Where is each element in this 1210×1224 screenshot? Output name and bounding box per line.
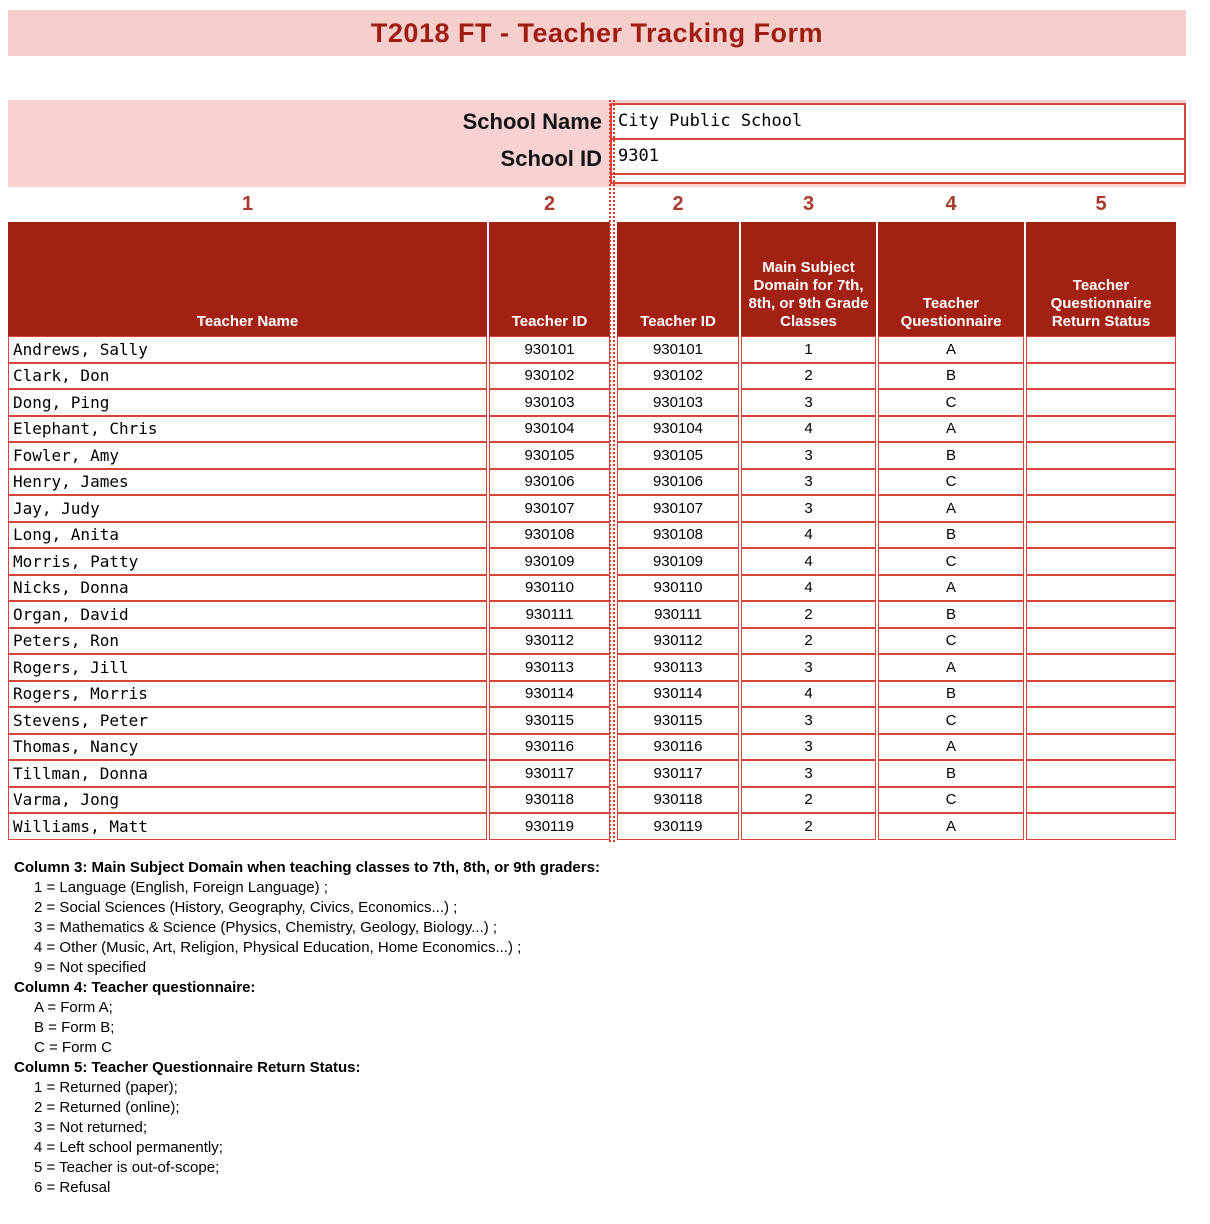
cell-questionnaire[interactable]: B xyxy=(878,681,1024,708)
school-id-input[interactable]: 9301 xyxy=(610,138,1186,175)
cell-name[interactable]: Stevens, Peter xyxy=(8,707,487,734)
cell-id2[interactable]: 930116 xyxy=(617,734,739,761)
cell-id[interactable]: 930111 xyxy=(489,601,610,628)
cell-questionnaire[interactable]: A xyxy=(878,734,1024,761)
cell-id2[interactable]: 930103 xyxy=(617,389,739,416)
cell-domain[interactable]: 2 xyxy=(741,813,876,840)
cell-status[interactable] xyxy=(1026,522,1176,549)
legend xyxy=(14,858,1114,1198)
cell-questionnaire[interactable]: C xyxy=(878,787,1024,814)
cell-domain[interactable]: 3 xyxy=(741,389,876,416)
cell-questionnaire[interactable]: C xyxy=(878,707,1024,734)
cell-status[interactable] xyxy=(1026,734,1176,761)
cell-domain[interactable]: 3 xyxy=(741,442,876,469)
legend-section-title-3: Column 5: Teacher Questionnaire Return Status: xyxy=(14,1059,361,1076)
cell-id[interactable]: 930112 xyxy=(489,628,610,655)
cell-id2[interactable]: 930118 xyxy=(617,787,739,814)
cell-status[interactable] xyxy=(1026,363,1176,390)
cell-status[interactable] xyxy=(1026,336,1176,363)
cell-domain[interactable]: 4 xyxy=(741,548,876,575)
legend-item: A = Form A; xyxy=(34,999,113,1016)
cell-domain[interactable]: 3 xyxy=(741,495,876,522)
cell-domain[interactable]: 4 xyxy=(741,416,876,443)
cell-id[interactable]: 930118 xyxy=(489,787,610,814)
cell-questionnaire[interactable]: A xyxy=(878,416,1024,443)
cell-name[interactable]: Dong, Ping xyxy=(8,389,487,416)
cell-id[interactable]: 930114 xyxy=(489,681,610,708)
cell-id[interactable]: 930117 xyxy=(489,760,610,787)
cell-name[interactable]: Varma, Jong xyxy=(8,787,487,814)
cell-name[interactable]: Organ, David xyxy=(8,601,487,628)
cell-id[interactable]: 930106 xyxy=(489,469,610,496)
cell-questionnaire[interactable]: A xyxy=(878,654,1024,681)
cell-status[interactable] xyxy=(1026,760,1176,787)
cell-name[interactable]: Fowler, Amy xyxy=(8,442,487,469)
cell-id2[interactable]: 930110 xyxy=(617,575,739,602)
cell-id[interactable]: 930103 xyxy=(489,389,610,416)
cell-status[interactable] xyxy=(1026,601,1176,628)
cell-id[interactable]: 930105 xyxy=(489,442,610,469)
cell-questionnaire[interactable]: A xyxy=(878,813,1024,840)
cell-id[interactable]: 930104 xyxy=(489,416,610,443)
cell-id[interactable]: 930116 xyxy=(489,734,610,761)
cell-status[interactable] xyxy=(1026,575,1176,602)
cell-name[interactable]: Henry, James xyxy=(8,469,487,496)
legend-item: 4 = Other (Music, Art, Religion, Physical Education, Home Economics...) ; xyxy=(34,939,522,956)
column-number-5: 4 xyxy=(945,192,957,215)
cell-status[interactable] xyxy=(1026,654,1176,681)
legend-item: 3 = Mathematics & Science (Physics, Chemistry, Geology, Biology...) ; xyxy=(34,919,498,936)
cell-name[interactable]: Rogers, Morris xyxy=(8,681,487,708)
cell-status[interactable] xyxy=(1026,548,1176,575)
school-header-block xyxy=(8,100,1186,187)
cell-questionnaire[interactable]: B xyxy=(878,760,1024,787)
cell-id[interactable]: 930110 xyxy=(489,575,610,602)
cell-name[interactable]: Tillman, Donna xyxy=(8,760,487,787)
cell-id2[interactable]: 930108 xyxy=(617,522,739,549)
cell-domain[interactable]: 1 xyxy=(741,336,876,363)
legend-item: 5 = Teacher is out-of-scope; xyxy=(34,1159,220,1176)
cell-id2[interactable]: 930117 xyxy=(617,760,739,787)
cell-id[interactable]: 930119 xyxy=(489,813,610,840)
cell-id2[interactable]: 930113 xyxy=(617,654,739,681)
column-header-3: Teacher ID xyxy=(617,222,739,336)
cell-id2[interactable]: 930114 xyxy=(617,681,739,708)
cell-name[interactable]: Elephant, Chris xyxy=(8,416,487,443)
cell-name[interactable]: Long, Anita xyxy=(8,522,487,549)
cell-domain[interactable]: 3 xyxy=(741,760,876,787)
cell-status[interactable] xyxy=(1026,469,1176,496)
cell-questionnaire[interactable]: C xyxy=(878,548,1024,575)
cell-domain[interactable]: 3 xyxy=(741,734,876,761)
cell-domain[interactable]: 2 xyxy=(741,363,876,390)
cell-questionnaire[interactable]: C xyxy=(878,389,1024,416)
cell-domain[interactable]: 3 xyxy=(741,707,876,734)
column-header-5: Teacher Questionnaire xyxy=(878,222,1024,336)
legend-item: 2 = Returned (online); xyxy=(34,1099,180,1116)
school-name-input[interactable]: City Public School xyxy=(610,103,1186,140)
cell-questionnaire[interactable]: B xyxy=(878,442,1024,469)
cell-id[interactable]: 930107 xyxy=(489,495,610,522)
cell-name[interactable]: Andrews, Sally xyxy=(8,336,487,363)
cell-name[interactable]: Thomas, Nancy xyxy=(8,734,487,761)
legend-item: 1 = Language (English, Foreign Language) ; xyxy=(34,879,328,896)
column-number-2: 2 xyxy=(543,192,556,215)
cell-id2[interactable]: 930106 xyxy=(617,469,739,496)
column-number-4: 3 xyxy=(802,192,815,215)
column-header-2: Teacher ID xyxy=(489,222,610,336)
cell-id2[interactable]: 930102 xyxy=(617,363,739,390)
legend-item: 6 = Refusal xyxy=(34,1179,111,1196)
legend-section-title-2: Column 4: Teacher questionnaire: xyxy=(14,979,256,996)
cell-name[interactable]: Rogers, Jill xyxy=(8,654,487,681)
column-number-6: 5 xyxy=(1095,192,1107,215)
cell-id[interactable]: 930102 xyxy=(489,363,610,390)
cell-id2[interactable]: 930109 xyxy=(617,548,739,575)
cell-domain[interactable]: 4 xyxy=(741,522,876,549)
cell-id2[interactable]: 930111 xyxy=(617,601,739,628)
school-labels xyxy=(8,100,610,187)
legend-section-title-1: Column 3: Main Subject Domain when teaching classes to 7th, 8th, or 9th graders: xyxy=(14,859,600,876)
cell-questionnaire[interactable]: A xyxy=(878,336,1024,363)
legend-item: 4 = Left school permanently; xyxy=(34,1139,223,1156)
tracking-table xyxy=(8,222,1176,840)
cell-id2[interactable]: 930107 xyxy=(617,495,739,522)
cell-questionnaire[interactable]: C xyxy=(878,628,1024,655)
cell-id2[interactable]: 930115 xyxy=(617,707,739,734)
column-numbers-row xyxy=(8,190,1176,218)
cell-status[interactable] xyxy=(1026,389,1176,416)
cell-id[interactable]: 930101 xyxy=(489,336,610,363)
page-title: T2018 FT - Teacher Tracking Form xyxy=(370,17,824,48)
cell-name[interactable]: Peters, Ron xyxy=(8,628,487,655)
legend-item: 1 = Returned (paper); xyxy=(34,1079,178,1096)
cell-questionnaire[interactable]: A xyxy=(878,495,1024,522)
school-id-label: School ID xyxy=(500,146,602,171)
cell-domain[interactable]: 2 xyxy=(741,628,876,655)
cell-id2[interactable]: 930105 xyxy=(617,442,739,469)
cell-status[interactable] xyxy=(1026,628,1176,655)
cell-name[interactable]: Williams, Matt xyxy=(8,813,487,840)
school-inputs xyxy=(610,100,1186,187)
cell-questionnaire[interactable]: C xyxy=(878,469,1024,496)
cell-status[interactable] xyxy=(1026,813,1176,840)
column-header-4: Main Subject Domain for 7th, 8th, or 9th Grade Classes xyxy=(741,222,876,336)
cell-id2[interactable]: 930119 xyxy=(617,813,739,840)
column-header-6: Teacher Questionnaire Return Status xyxy=(1026,222,1176,336)
cell-questionnaire[interactable]: B xyxy=(878,522,1024,549)
cell-id2[interactable]: 930101 xyxy=(617,336,739,363)
cell-status[interactable] xyxy=(1026,681,1176,708)
legend-item: 9 = Not specified xyxy=(34,959,147,976)
cell-questionnaire[interactable]: B xyxy=(878,601,1024,628)
title-bar xyxy=(8,10,1186,56)
cell-status[interactable] xyxy=(1026,416,1176,443)
cell-domain[interactable]: 3 xyxy=(741,469,876,496)
cell-id2[interactable]: 930112 xyxy=(617,628,739,655)
legend-item: 2 = Social Sciences (History, Geography, Civics, Economics...) ; xyxy=(34,899,458,916)
cell-name[interactable]: Jay, Judy xyxy=(8,495,487,522)
column-number-3: 2 xyxy=(672,192,684,215)
cell-name[interactable]: Nicks, Donna xyxy=(8,575,487,602)
cell-questionnaire[interactable]: A xyxy=(878,575,1024,602)
cell-domain[interactable]: 2 xyxy=(741,787,876,814)
cell-id[interactable]: 930108 xyxy=(489,522,610,549)
cell-id[interactable]: 930109 xyxy=(489,548,610,575)
cell-domain[interactable]: 4 xyxy=(741,681,876,708)
school-name-label: School Name xyxy=(462,109,602,134)
column-number-1: 1 xyxy=(241,192,254,215)
cell-status[interactable] xyxy=(1026,442,1176,469)
cell-id2[interactable]: 930104 xyxy=(617,416,739,443)
cell-id[interactable]: 930113 xyxy=(489,654,610,681)
cell-name[interactable]: Clark, Don xyxy=(8,363,487,390)
column-header-1: Teacher Name xyxy=(8,222,487,336)
cell-status[interactable] xyxy=(1026,707,1176,734)
cell-domain[interactable]: 3 xyxy=(741,654,876,681)
legend-item: 3 = Not returned; xyxy=(34,1119,147,1136)
cell-questionnaire[interactable]: B xyxy=(878,363,1024,390)
cell-status[interactable] xyxy=(1026,787,1176,814)
cell-status[interactable] xyxy=(1026,495,1176,522)
legend-item: B = Form B; xyxy=(34,1019,115,1036)
cell-domain[interactable]: 2 xyxy=(741,601,876,628)
cell-domain[interactable]: 4 xyxy=(741,575,876,602)
legend-item: C = Form C xyxy=(34,1039,112,1056)
cell-id[interactable]: 930115 xyxy=(489,707,610,734)
cell-name[interactable]: Morris, Patty xyxy=(8,548,487,575)
school-empty-field xyxy=(610,173,1186,184)
